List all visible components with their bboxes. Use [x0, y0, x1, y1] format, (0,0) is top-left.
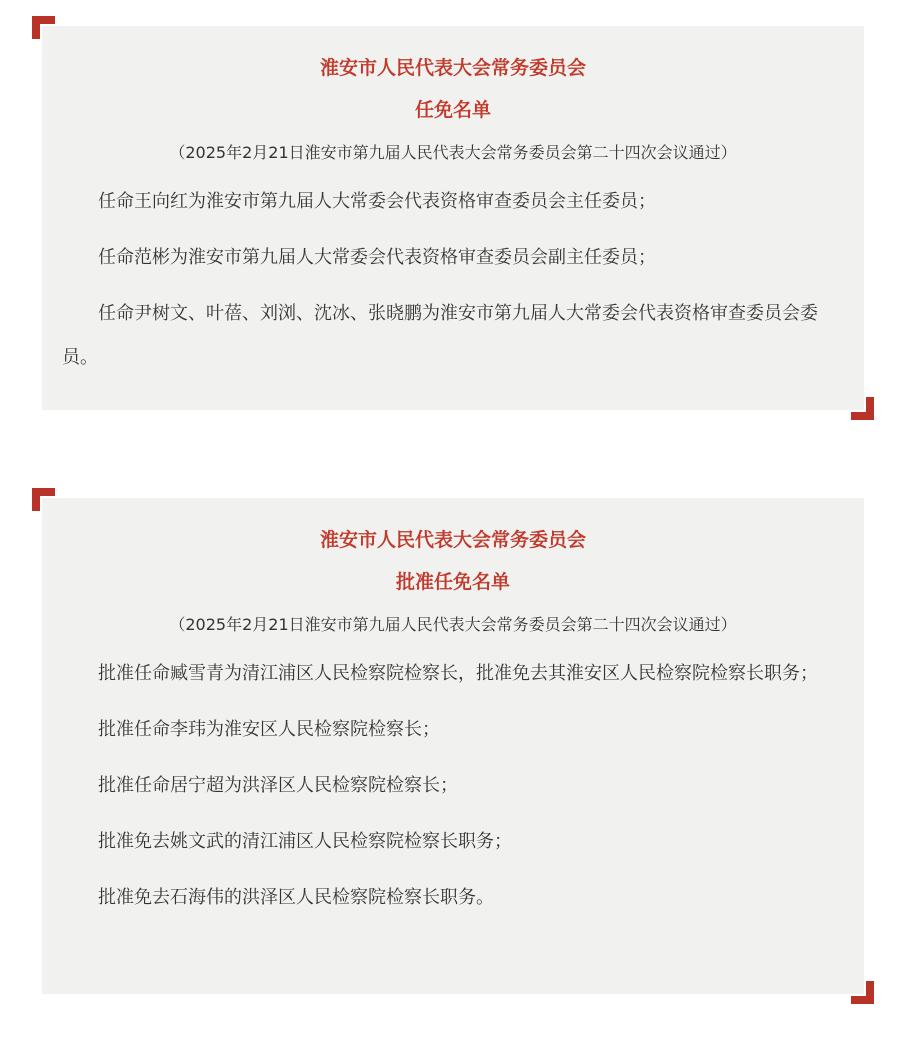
paragraph-list — [62, 180, 844, 380]
list-item: 批准任命居宁超为洪泽区人民检察院检察长； — [98, 775, 458, 796]
section-title-org: 淮安市人民代表大会常务委员会 — [319, 529, 586, 551]
section-title-list: 任免名单 — [414, 99, 491, 121]
appointment-list-card — [42, 26, 864, 410]
corner-decoration-bottom-right — [866, 981, 874, 1004]
corner-decoration-top-left — [32, 16, 40, 39]
corner-decoration-bottom-right — [866, 397, 874, 420]
approved-appointment-list-card — [42, 498, 864, 994]
paragraph-list — [62, 652, 844, 920]
list-item: 批准免去石海伟的洪泽区人民检察院检察长职务。 — [98, 887, 494, 908]
list-item: 批准免去姚文武的清江浦区人民检察院检察长职务； — [98, 831, 512, 852]
corner-decoration-top-left — [32, 488, 40, 511]
section-title-list: 批准任免名单 — [395, 571, 510, 593]
adoption-note: （2025年2月21日淮安市第九届人民代表大会常务委员会第二十四次会议通过） — [169, 615, 737, 634]
list-item: 批准任命李玮为淮安区人民检察院检察长； — [98, 719, 440, 740]
section-title-org: 淮安市人民代表大会常务委员会 — [319, 57, 586, 79]
list-item: 批准任命臧雪青为清江浦区人民检察院检察长，批准免去其淮安区人民检察院检察长职务； — [98, 663, 818, 684]
adoption-note: （2025年2月21日淮安市第九届人民代表大会常务委员会第二十四次会议通过） — [169, 143, 737, 162]
list-item: 任命范彬为淮安市第九届人大常委会代表资格审查委员会副主任委员； — [98, 247, 656, 268]
list-item: 任命王向红为淮安市第九届人大常委会代表资格审查委员会主任委员； — [98, 191, 656, 212]
list-item: 任命尹树文、叶蓓、刘浏、沈冰、张晓鹏为淮安市第九届人大常委会代表资格审查委员会委员。 — [62, 303, 818, 368]
